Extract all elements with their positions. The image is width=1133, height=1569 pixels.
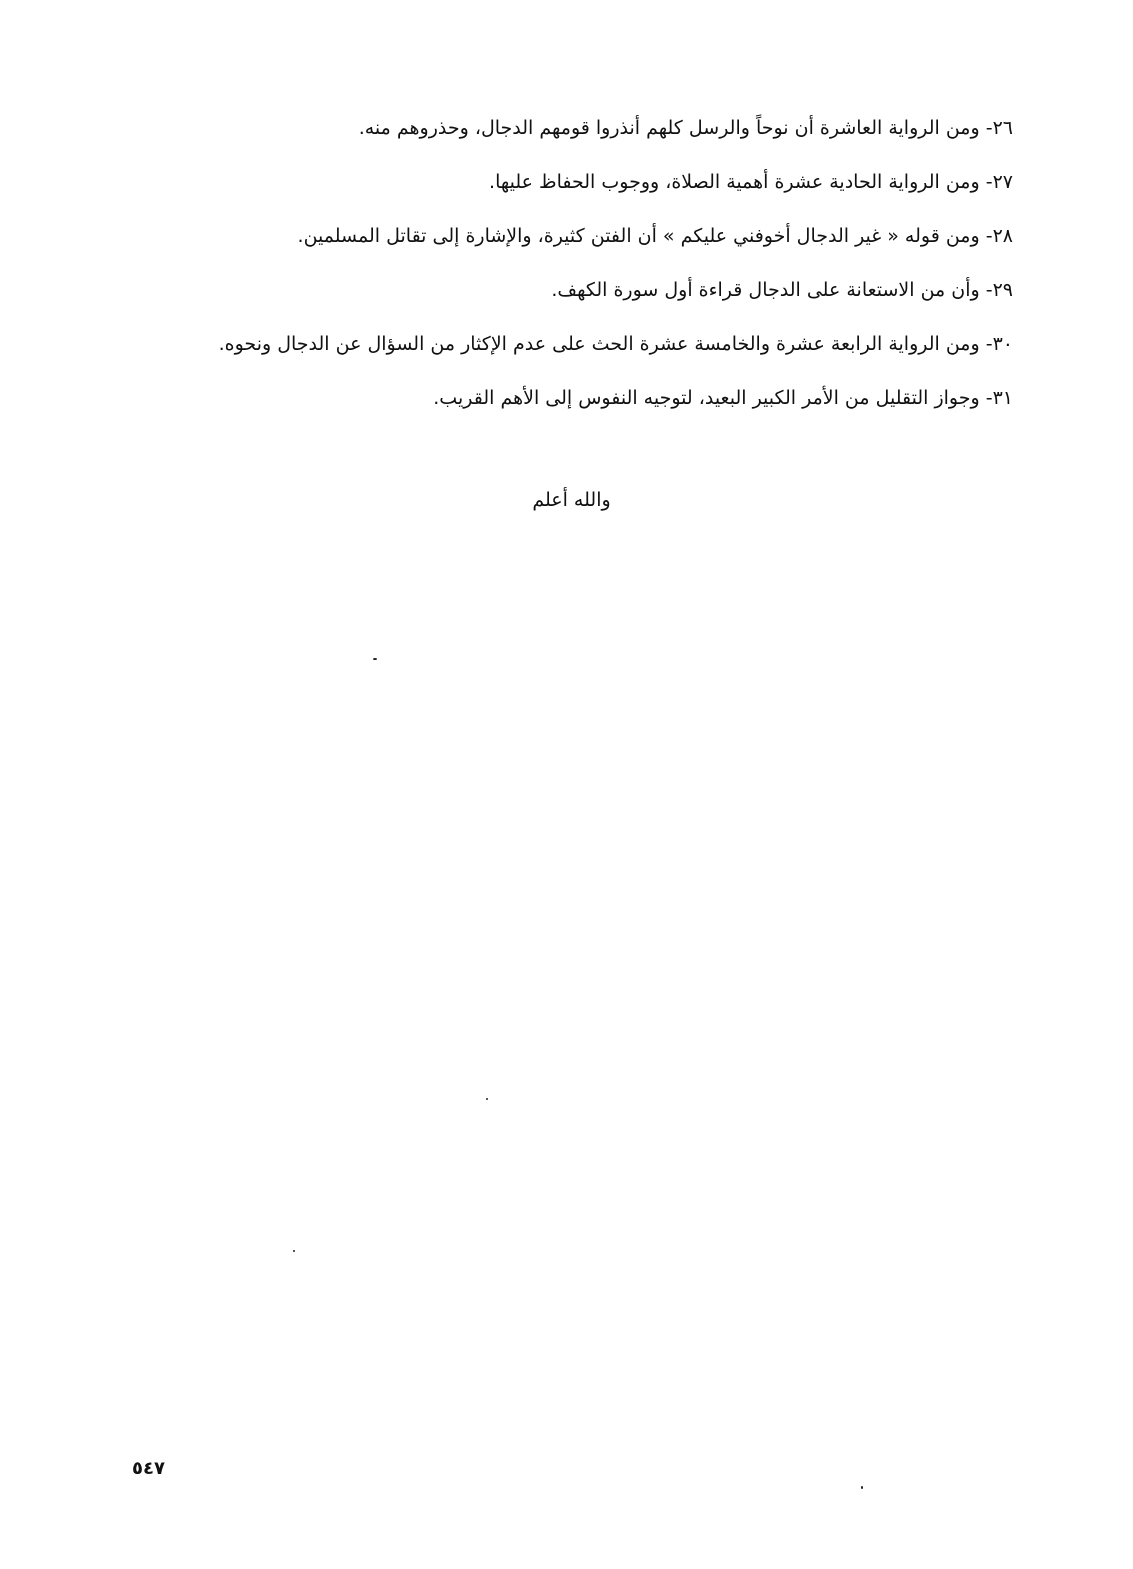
item-text: وأن من الاستعانة على الدجال قراءة أول سورة الكهف. [551, 279, 980, 301]
scan-speck [486, 1098, 488, 1100]
list-item [113, 158, 1013, 212]
item-text: ومن الرواية العاشرة أن نوحاً والرسل كلهم أنذروا قومهم الدجال، وحذروهم منه. [358, 117, 980, 139]
item-number: ٢٩- [985, 279, 1013, 301]
closing-phrase: والله أعلم [532, 489, 611, 511]
scan-speck [373, 658, 377, 660]
item-text: وجواز التقليل من الأمر الكبير البعيد، لتوجيه النفوس إلى الأهم القريب. [433, 387, 980, 409]
item-text: ومن الرواية الحادية عشرة أهمية الصلاة، ووجوب الحفاظ عليها. [489, 171, 980, 193]
item-number: ٣٠- [985, 333, 1013, 355]
item-text: ومن قوله « غير الدجال أخوفني عليكم » أن الفتن كثيرة، والإشارة إلى تقاتل المسلمين. [297, 225, 980, 247]
scan-speck [861, 1486, 863, 1489]
lessons-list [113, 104, 1013, 428]
list-item [113, 266, 1013, 320]
list-item [113, 212, 1013, 266]
item-number: ٣١- [985, 387, 1013, 409]
item-number: ٢٨- [985, 225, 1013, 247]
item-number: ٢٦- [985, 117, 1013, 139]
page-number: ٥٤٧ [132, 1458, 165, 1479]
list-item [113, 320, 1013, 374]
list-item [113, 104, 1013, 158]
item-text: ومن الرواية الرابعة عشرة والخامسة عشرة الحث على عدم الإكثار من السؤال عن الدجال ونحوه. [218, 333, 980, 355]
scan-speck [293, 1250, 295, 1252]
item-number: ٢٧- [985, 171, 1013, 193]
list-item [113, 374, 1013, 428]
